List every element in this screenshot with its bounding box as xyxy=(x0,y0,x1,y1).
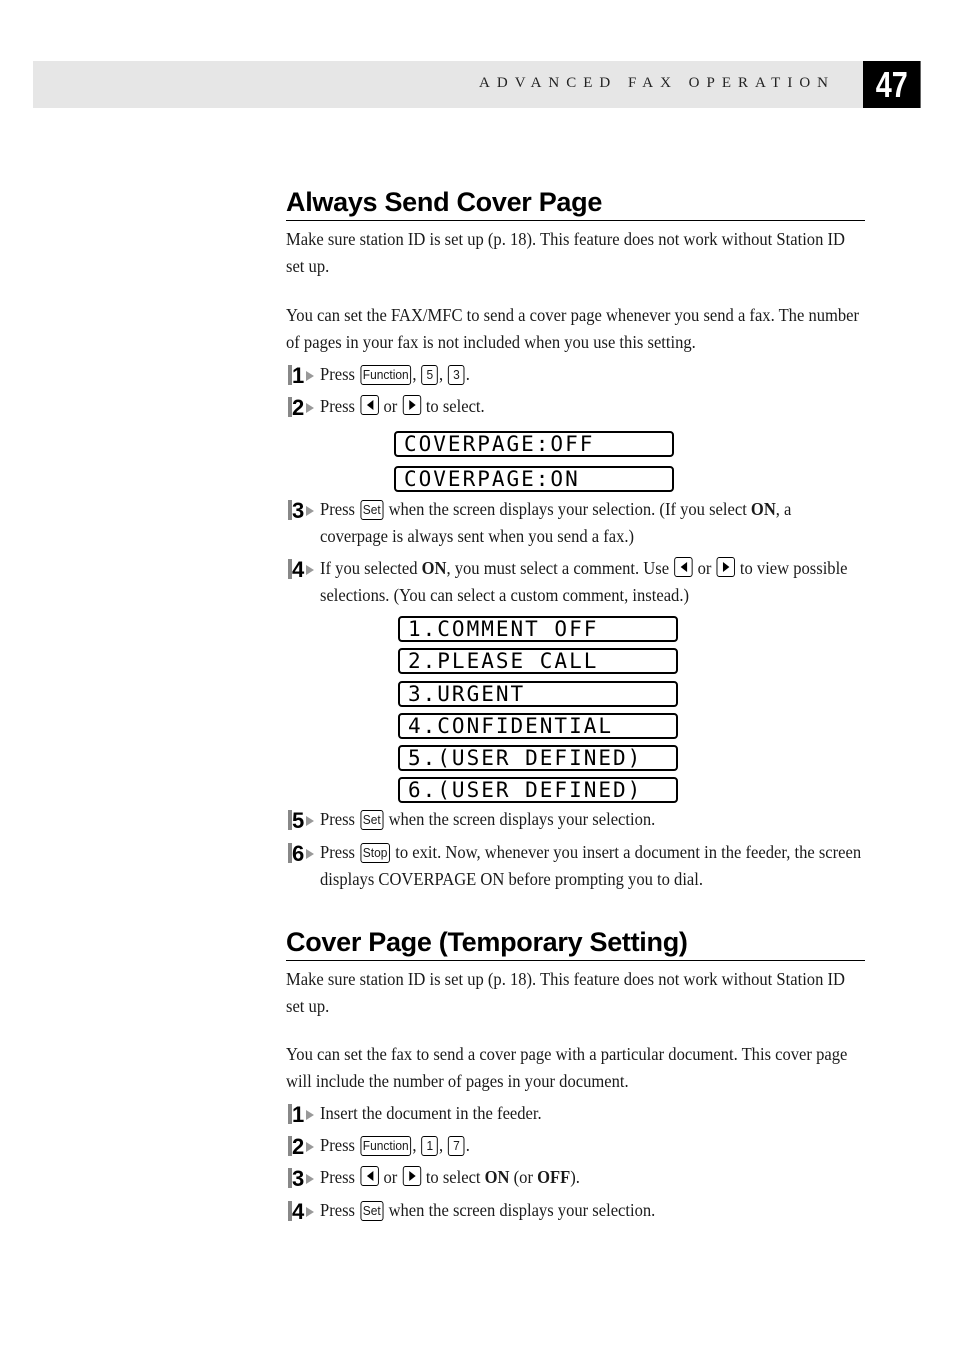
section-title-always-send-cover-page: Always Send Cover Page xyxy=(286,186,865,221)
function-key: Function xyxy=(360,365,411,385)
key-3: 3 xyxy=(448,365,465,385)
page-number: 47 xyxy=(863,61,921,108)
step-number: 3 xyxy=(288,1166,318,1190)
step-number: 4 xyxy=(288,1199,318,1223)
step-number: 6 xyxy=(288,841,318,865)
lcd-display: 5.(USER DEFINED) xyxy=(398,745,678,771)
lcd-display: 3.URGENT xyxy=(398,681,678,707)
set-key: Set xyxy=(360,810,383,830)
right-arrow-key-icon xyxy=(402,1166,420,1186)
step-number: 3 xyxy=(288,498,318,522)
section1-para1: Make sure station ID is set up (p. 18). This feature does not work without Station ID set up. xyxy=(286,229,845,276)
step-number: 1 xyxy=(288,363,318,387)
function-key: Function xyxy=(360,1136,411,1156)
stop-key: Stop xyxy=(360,843,390,863)
lcd-display: 1.COMMENT OFF xyxy=(398,616,678,642)
left-arrow-key-icon xyxy=(674,557,692,577)
lcd-display: 4.CONFIDENTIAL xyxy=(398,713,678,739)
lcd-display: COVERPAGE:OFF xyxy=(394,431,674,457)
step-number: 5 xyxy=(288,808,318,832)
lcd-display: COVERPAGE:ON xyxy=(394,466,674,492)
step-number: 2 xyxy=(288,395,318,419)
left-arrow-key-icon xyxy=(360,395,378,415)
section2-para2: You can set the fax to send a cover page with a particular document. This cover page will include the number of pages in your document. xyxy=(286,1044,848,1091)
lcd-display: 6.(USER DEFINED) xyxy=(398,777,678,803)
set-key: Set xyxy=(360,1201,383,1221)
step-number: 1 xyxy=(288,1102,318,1126)
key-5: 5 xyxy=(422,365,439,385)
key-7: 7 xyxy=(448,1136,465,1156)
left-arrow-key-icon xyxy=(360,1166,378,1186)
set-key: Set xyxy=(360,500,383,520)
step-number: 2 xyxy=(288,1134,318,1158)
header-bar xyxy=(33,61,863,108)
section2-para1: Make sure station ID is set up (p. 18). This feature does not work without Station ID set up. xyxy=(286,969,845,1016)
step-number: 4 xyxy=(288,557,318,581)
key-1: 1 xyxy=(422,1136,439,1156)
section-title-cover-page-temporary: Cover Page (Temporary Setting) xyxy=(286,926,865,961)
lcd-display: 2.PLEASE CALL xyxy=(398,648,678,674)
section1-para2: You can set the FAX/MFC to send a cover page whenever you send a fax. The number of pages in your fax is not included when you use this setting. xyxy=(286,305,860,352)
right-arrow-key-icon xyxy=(402,395,420,415)
right-arrow-key-icon xyxy=(716,557,734,577)
running-header: ADVANCED FAX OPERATION xyxy=(479,75,835,91)
